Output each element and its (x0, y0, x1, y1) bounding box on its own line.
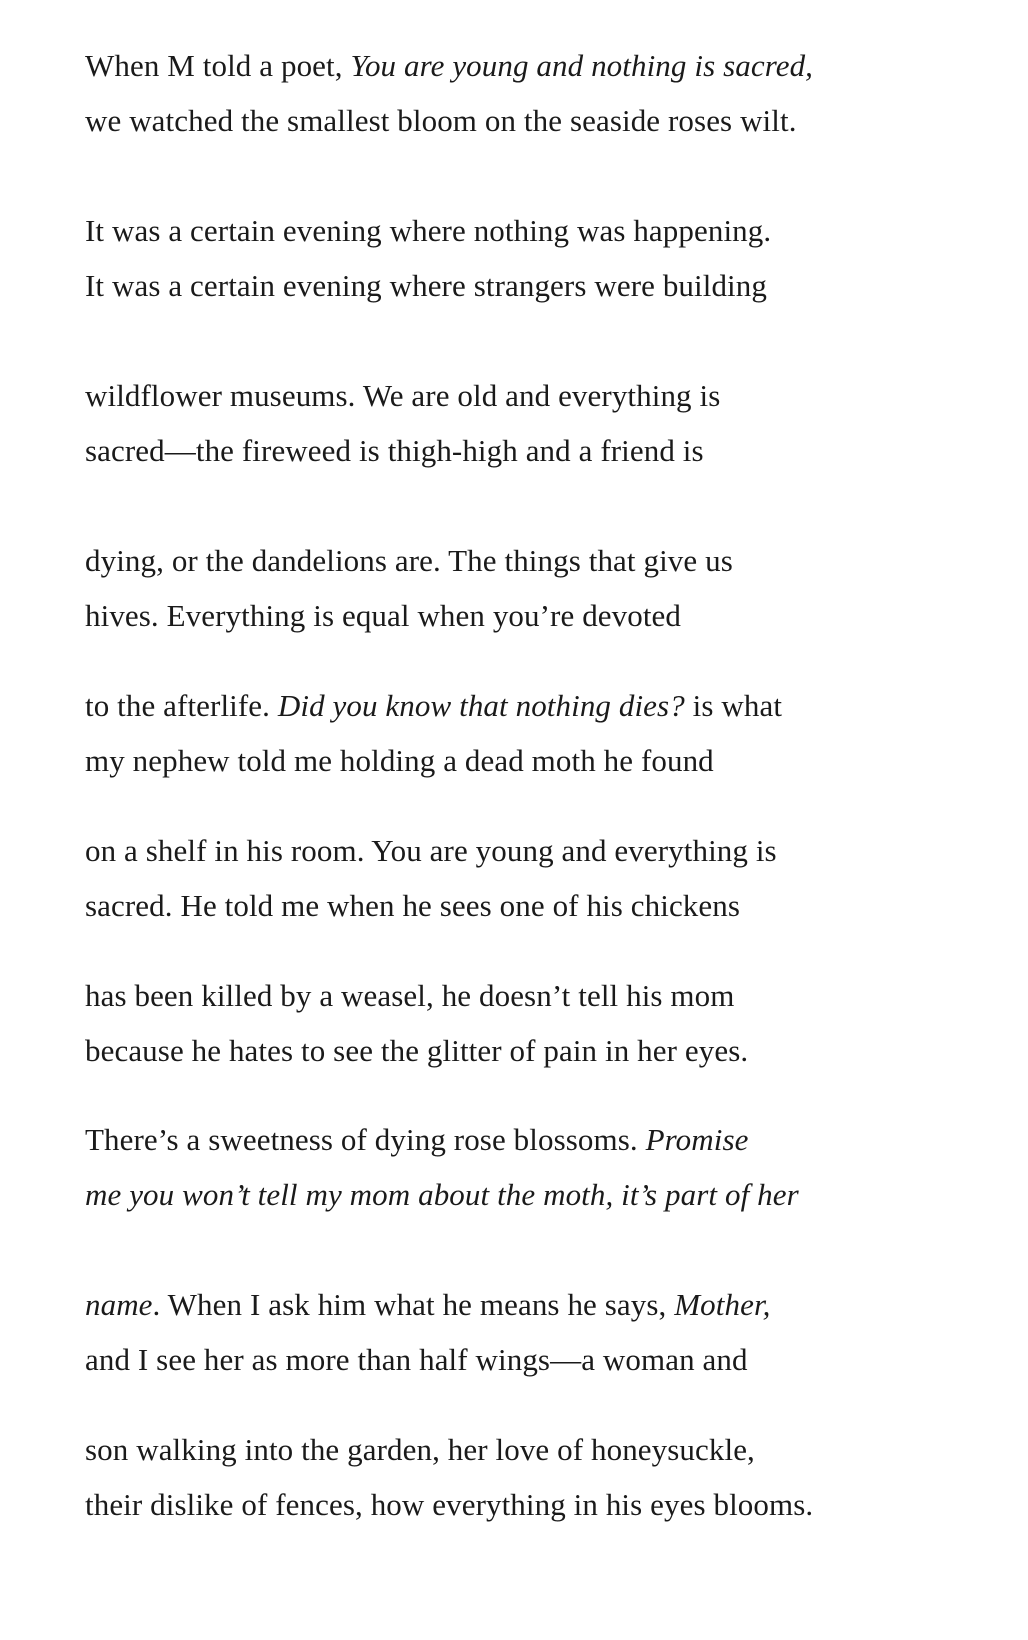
poem-line-7: dying, or the dandelions are. The things that give us (85, 543, 733, 578)
poem-line-19: son walking into the garden, her love of honeysuckle, (85, 1432, 755, 1467)
poem-line-16: me you won’t tell my mom about the moth, it’s part of her (85, 1177, 799, 1212)
poem-line-3: It was a certain evening where nothing was happening. (85, 213, 772, 248)
poem-line-9: to the afterlife. Did you know that nothing dies? is what (85, 688, 783, 723)
poem-line-6: sacred—the fireweed is thigh-high and a friend is (85, 433, 704, 468)
poem-line-13: has been killed by a weasel, he doesn’t tell his mom (85, 978, 735, 1013)
poem-line-17: name. When I ask him what he means he says, Mother, (85, 1287, 771, 1322)
poem-line-20: their dislike of fences, how everything in his eyes blooms. (85, 1487, 814, 1522)
poem-line-8: hives. Everything is equal when you’re devoted (85, 598, 682, 633)
poem-line-2: we watched the smallest bloom on the seaside roses wilt. (85, 103, 797, 138)
poem-line-10: my nephew told me holding a dead moth he found (85, 743, 714, 778)
poem-line-18: and I see her as more than half wings—a woman and (85, 1342, 748, 1377)
poem-line-12: sacred. He told me when he sees one of his chickens (85, 888, 741, 923)
poem-line-14: because he hates to see the glitter of pain in her eyes. (85, 1033, 749, 1068)
poem-line-11: on a shelf in his room. You are young and everything is (85, 833, 777, 868)
poem-line-15: There’s a sweetness of dying rose blossoms. Promise (85, 1122, 749, 1157)
poem-line-4: It was a certain evening where strangers were building (85, 268, 767, 303)
poem-line-1: When M told a poet, You are young and nothing is sacred, (85, 48, 814, 83)
poem-line-5: wildflower museums. We are old and everything is (85, 378, 721, 413)
